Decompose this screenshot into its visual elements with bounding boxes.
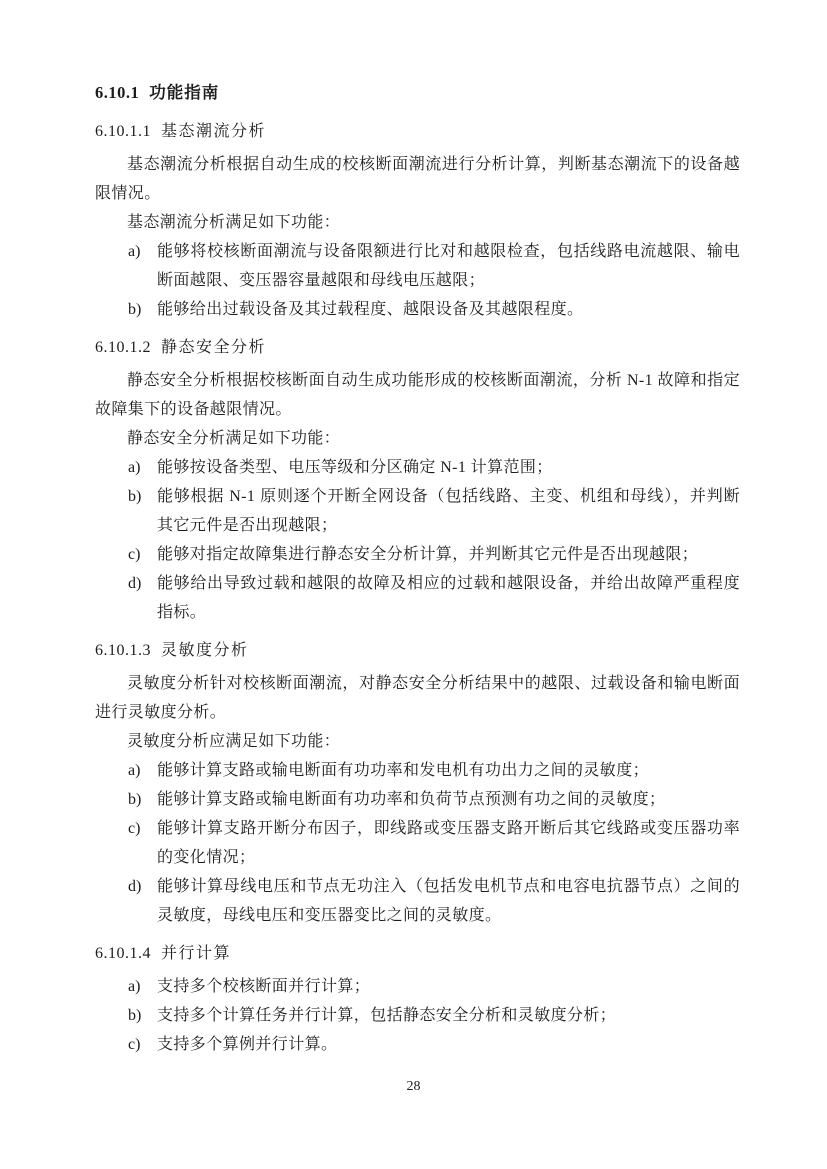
list-marker: a) xyxy=(128,459,141,476)
list-marker: a) xyxy=(128,978,141,995)
list-item-text: 能够按设备类型、电压等级和分区确定 N-1 计算范围； xyxy=(157,459,553,476)
list-item-text: 能够计算母线电压和节点无功注入（包括发电机节点和电容电抗器节点）之间的灵敏度，母线电压和变压器变比之间的灵敏度。 xyxy=(157,878,740,924)
list-item xyxy=(95,872,740,930)
list-marker: b) xyxy=(128,1007,142,1024)
list-item-text: 能够对指定故障集进行静态安全分析计算，并判断其它元件是否出现越限； xyxy=(157,546,699,563)
list-item xyxy=(95,482,740,540)
list-item xyxy=(95,237,740,295)
list-marker: b) xyxy=(128,301,142,318)
ordered-list xyxy=(95,972,740,1059)
ordered-list xyxy=(95,453,740,627)
list-item xyxy=(95,453,740,482)
paragraph: 基态潮流分析根据自动生成的校核断面潮流进行分析计算，判断基态潮流下的设备越限情况。 xyxy=(95,156,740,202)
list-item-text: 支持多个算例并行计算。 xyxy=(157,1036,338,1053)
list-marker: c) xyxy=(128,546,141,563)
clause-number: 6.10.1 xyxy=(95,83,140,102)
list-marker: d) xyxy=(128,575,142,592)
list-item-text: 能够根据 N-1 原则逐个开断全网设备（包括线路、主变、机组和母线），并判断其它元件是否出现越限； xyxy=(157,488,740,534)
subsection-base-power-flow xyxy=(95,117,740,324)
list-item-text: 能够计算支路或输电断面有功功率和负荷节点预测有功之间的灵敏度； xyxy=(157,791,666,808)
list-marker: c) xyxy=(128,820,141,837)
list-marker: c) xyxy=(128,1036,141,1053)
list-item xyxy=(95,756,740,785)
subclause-number: 6.10.1.2 xyxy=(95,339,151,356)
ordered-list xyxy=(95,237,740,324)
list-item xyxy=(95,295,740,324)
list-marker: a) xyxy=(128,243,141,260)
subclause-title: 静态安全分析 xyxy=(161,339,267,356)
list-item-text: 支持多个校核断面并行计算； xyxy=(157,978,371,995)
list-item-text: 能够将校核断面潮流与设备限额进行比对和越限检查，包括线路电流越限、输电断面越限、变压器容量越限和母线电压越限； xyxy=(157,243,740,289)
paragraph: 基态潮流分析满足如下功能： xyxy=(127,214,341,231)
paragraph: 灵敏度分析针对校核断面潮流，对静态安全分析结果中的越限、过载设备和输电断面进行灵敏度分析。 xyxy=(95,675,740,721)
subclause-number: 6.10.1.1 xyxy=(95,123,151,140)
subclause-heading xyxy=(95,939,740,969)
list-item xyxy=(95,972,740,1001)
subclause-heading xyxy=(95,333,740,363)
subsection-parallel-computation xyxy=(95,939,740,1059)
list-item xyxy=(95,1030,740,1059)
list-item xyxy=(95,569,740,627)
ordered-list xyxy=(95,756,740,930)
list-marker: a) xyxy=(128,762,141,779)
list-item-text: 能够计算支路或输电断面有功功率和发电机有功出力之间的灵敏度； xyxy=(157,762,650,779)
subsection-sensitivity-analysis xyxy=(95,636,740,930)
subclause-title: 灵敏度分析 xyxy=(161,642,249,659)
subsection-static-security-analysis xyxy=(95,333,740,627)
list-item-text: 能够计算支路开断分布因子，即线路或变压器支路开断后其它线路或变压器功率的变化情况； xyxy=(157,820,740,866)
list-item-text: 支持多个计算任务并行计算，包括静态安全分析和灵敏度分析； xyxy=(157,1007,617,1024)
list-item-text: 能够给出过载设备及其过载程度、越限设备及其越限程度。 xyxy=(157,301,584,318)
clause-heading-functional-guide xyxy=(95,78,740,108)
list-marker: b) xyxy=(128,791,142,808)
subclause-title: 基态潮流分析 xyxy=(161,123,267,140)
list-item xyxy=(95,785,740,814)
subclause-heading xyxy=(95,117,740,147)
paragraph: 静态安全分析根据校核断面自动生成功能形成的校核断面潮流，分析 N-1 故障和指定故障集下的设备越限情况。 xyxy=(95,372,740,418)
list-item xyxy=(95,540,740,569)
paragraph: 静态安全分析满足如下功能： xyxy=(127,430,341,447)
subclause-number: 6.10.1.4 xyxy=(95,945,151,962)
list-marker: b) xyxy=(128,488,142,505)
paragraph: 灵敏度分析应满足如下功能： xyxy=(127,733,341,750)
subclause-heading xyxy=(95,636,740,666)
list-item-text: 能够给出导致过载和越限的故障及相应的过载和越限设备，并给出故障严重程度指标。 xyxy=(157,575,740,621)
list-item xyxy=(95,1001,740,1030)
list-marker: d) xyxy=(128,878,142,895)
subclause-number: 6.10.1.3 xyxy=(95,642,151,659)
clause-title: 功能指南 xyxy=(149,84,220,102)
page-number: 28 xyxy=(406,1079,421,1094)
list-item xyxy=(95,814,740,872)
subclause-title: 并行计算 xyxy=(161,945,232,962)
